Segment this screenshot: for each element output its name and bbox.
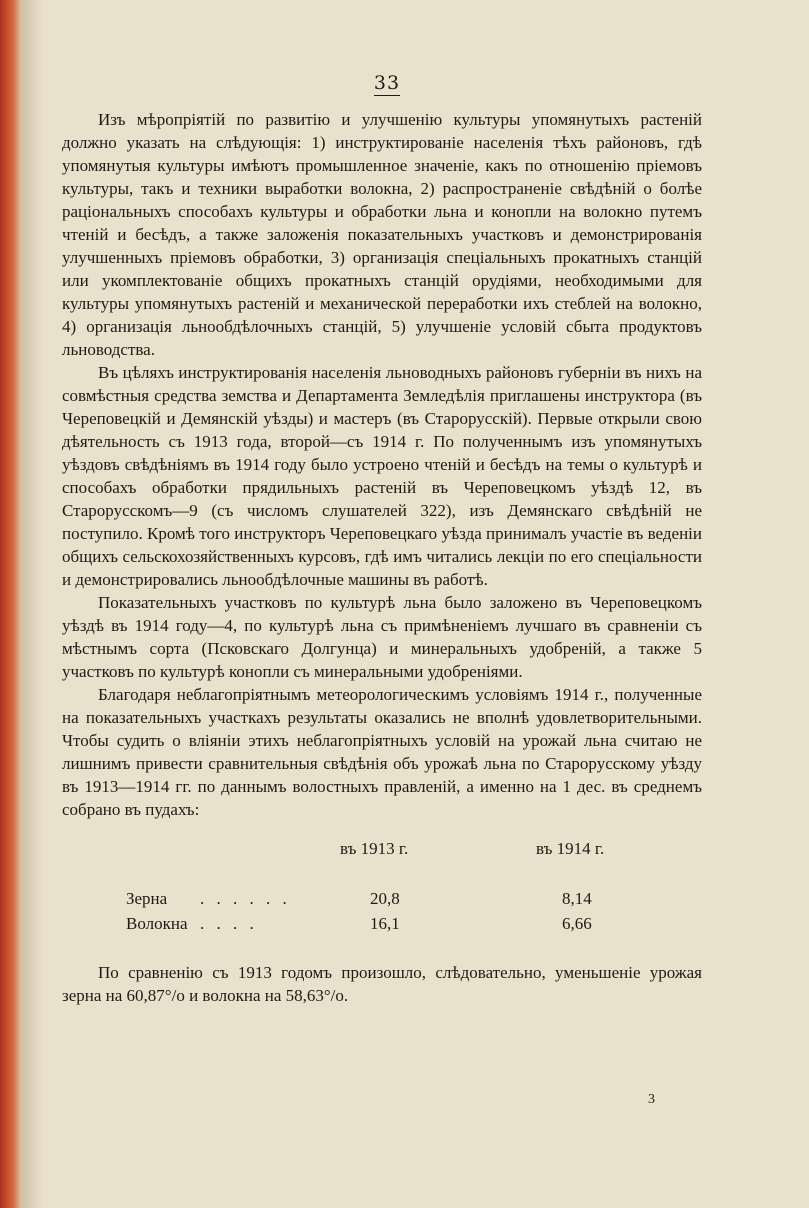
yield-row <box>62 914 682 938</box>
yield-row-leader-dots: . . . . <box>200 914 258 933</box>
yield-row-label: Зерна <box>126 889 168 908</box>
yield-value-1913: 16,1 <box>370 914 400 933</box>
yield-row-label: Волокна <box>126 914 188 933</box>
book-spine-edge <box>0 0 22 1208</box>
paragraph-conclusion: По сравненію съ 1913 годомъ произошло, слѣдовательно, уменьшеніе урожая зерна на 60,87°/о и волокна на 58,63°/о. <box>62 963 702 1005</box>
yield-table <box>62 839 702 949</box>
yield-row <box>62 889 682 913</box>
paragraph-weather-conditions: Благодаря неблагопріятнымъ метеорологическимъ условіямъ 1914 г., полученные на показательныхъ участкахъ результаты оказались не вполнѣ удовлетворительными. Чтобы судить о вліяніи этихъ неблагопріятныхъ условій на урожай льна считаю не лишнимъ привести сравнительныя свѣдѣнія объ урожаѣ льна по Старорусскому уѣзду въ 1913—1914 гг. по даннымъ волостныхъ правленій, а именно на 1 дес. въ среднемъ собрано въ пудахъ: <box>62 685 702 819</box>
yield-header-1914: въ 1914 г. <box>536 839 605 858</box>
paragraph-demonstration-plots: Показательныхъ участковъ по культурѣ льна было заложено въ Череповецкомъ уѣздѣ въ 1914 году—4, по культурѣ льна съ примѣненіемъ лучшаго въ сравненіи съ мѣстнымъ сорта (Псковскаго Долгунца) и минеральныхъ удобреній, а также 5 участковъ по культурѣ конопли съ минеральными удобреніями. <box>62 593 702 681</box>
yield-value-1913: 20,8 <box>370 889 400 908</box>
gutter-shadow <box>22 0 42 1208</box>
yield-value-1914: 8,14 <box>562 889 592 908</box>
yield-value-1914: 6,66 <box>562 914 592 933</box>
yield-header-1913: въ 1913 г. <box>340 839 409 858</box>
page-content <box>62 72 702 1007</box>
page-number <box>72 72 702 98</box>
yield-row-leader-dots: . . . . . . <box>200 889 291 908</box>
body-text <box>62 108 702 821</box>
paragraph-measures: Изъ мѣропріятій по развитію и улучшенію культуры упомянутыхъ растеній должно указать на слѣдующія: 1) инструктированіе населенія тѣхъ районовъ, гдѣ упомянутыя культуры имѣютъ промышленное значеніе, какъ по отношенію пріемовъ культуры, такъ и техники выработки волокна, 2) распространеніе свѣдѣній о болѣе раціональныхъ способахъ культуры и обработки льна и конопли на волокно путемъ чтеній и бесѣдъ, а также заложенія показательныхъ участковъ и демонстрированія улучшенныхъ пріемовъ обработки, 3) организація спеціальныхъ прокатныхъ станцій или укомплектованіе общихъ прокатныхъ станцій орудіями, необходимыми для культуры упомянутыхъ растеній и механической переработки ихъ стеблей на волокно, 4) организація льнообдѣлочныхъ станцій, 5) улучшеніе условій сбыта продуктовъ льноводства. <box>62 110 702 359</box>
printer-signature-mark: 3 <box>648 1092 655 1107</box>
paragraph-instructors: Въ цѣляхъ инструктированія населенія льноводныхъ районовъ губерніи въ нихъ на совмѣстныя средства земства и Департамента Земледѣлія приглашены инструктора (въ Череповецкій и Демянскій уѣзды) и мастеръ (въ Старорусскій). Первые открыли свою дѣятельность съ 1913 года, второй—съ 1914 г. По полученнымъ изъ упомянутыхъ уѣздовъ свѣдѣніямъ въ 1914 году было устроено чтеній и бесѣдъ на темы о культурѣ и способахъ обработки прядильныхъ растеній въ Череповецкомъ уѣздѣ 12, въ Старорусскомъ—9 (съ числомъ слушателей 322), изъ Демянскаго свѣдѣній не поступило. Кромѣ того инструкторъ Череповецкаго уѣзда принималъ участіе въ веденіи общихъ сельскохозяйственныхъ курсовъ, гдѣ имъ читались лекціи по его спеціальности и демонстрировались льнообдѣлочные машины въ работѣ. <box>62 363 702 589</box>
page-number-text: 33 <box>373 72 401 94</box>
